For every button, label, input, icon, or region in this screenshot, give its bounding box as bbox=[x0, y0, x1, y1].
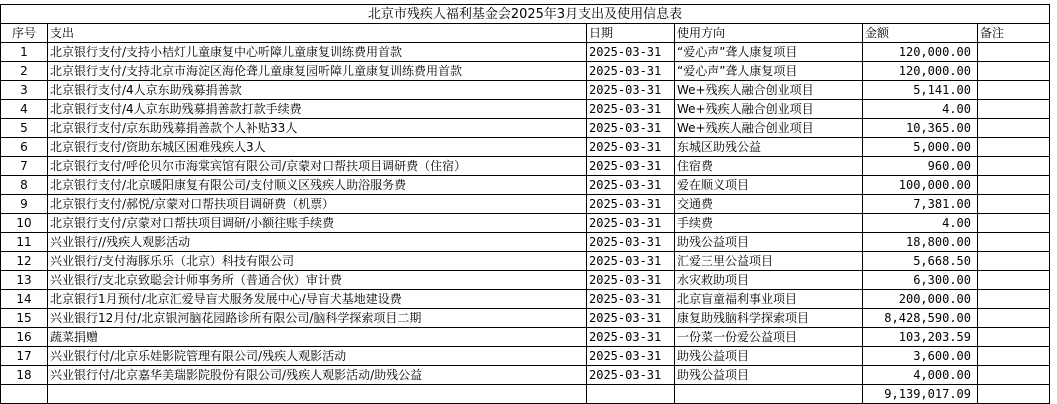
date-cell[interactable]: 2025-03-31 bbox=[587, 290, 675, 309]
expense-cell[interactable]: 兴业银行12月付/北京银河脑花园路诊所有限公司/脑科学探索项目二期 bbox=[48, 309, 587, 328]
remark-cell[interactable] bbox=[978, 62, 1050, 81]
row-number-cell[interactable]: 17 bbox=[1, 347, 48, 366]
header-no[interactable]: 序号 bbox=[1, 24, 48, 43]
date-cell[interactable]: 2025-03-31 bbox=[587, 100, 675, 119]
table-row bbox=[1, 309, 1050, 328]
amount-cell[interactable]: 120,000.00 bbox=[863, 43, 978, 62]
amount-cell[interactable]: 100,000.00 bbox=[863, 176, 978, 195]
date-cell[interactable]: 2025-03-31 bbox=[587, 81, 675, 100]
date-cell[interactable]: 2025-03-31 bbox=[587, 366, 675, 385]
expense-cell[interactable]: 兴业银行/支北京致聪会计师事务所（普通合伙）审计费 bbox=[48, 271, 587, 290]
date-cell[interactable]: 2025-03-31 bbox=[587, 195, 675, 214]
date-cell[interactable]: 2025-03-31 bbox=[587, 233, 675, 252]
purpose-cell[interactable]: We+残疾人融合创业项目 bbox=[675, 100, 863, 119]
total-empty-cell[interactable] bbox=[675, 385, 863, 404]
remark-cell[interactable] bbox=[978, 233, 1050, 252]
purpose-cell[interactable]: 爱在顺义项目 bbox=[675, 176, 863, 195]
row-number-cell[interactable]: 16 bbox=[1, 328, 48, 347]
remark-cell[interactable] bbox=[978, 138, 1050, 157]
amount-cell[interactable]: 3,600.00 bbox=[863, 347, 978, 366]
row-number-cell[interactable]: 5 bbox=[1, 119, 48, 138]
table-row bbox=[1, 328, 1050, 347]
purpose-cell[interactable]: 一份菜一份爱公益项目 bbox=[675, 328, 863, 347]
row-number-cell[interactable]: 15 bbox=[1, 309, 48, 328]
row-number-cell[interactable]: 1 bbox=[1, 43, 48, 62]
row-number-cell[interactable]: 2 bbox=[1, 62, 48, 81]
date-cell[interactable]: 2025-03-31 bbox=[587, 62, 675, 81]
table-row bbox=[1, 252, 1050, 271]
amount-cell[interactable]: 8,428,590.00 bbox=[863, 309, 978, 328]
table-row bbox=[1, 366, 1050, 385]
table-row bbox=[1, 233, 1050, 252]
total-empty-cell[interactable] bbox=[978, 385, 1050, 404]
header-expense[interactable]: 支出 bbox=[48, 24, 587, 43]
title-row bbox=[1, 5, 1050, 24]
row-number-cell[interactable]: 11 bbox=[1, 233, 48, 252]
row-number-cell[interactable]: 4 bbox=[1, 100, 48, 119]
expense-cell[interactable]: 北京银行支付/支持小桔灯儿童康复中心听障儿童康复训练费用首款 bbox=[48, 43, 587, 62]
date-cell[interactable]: 2025-03-31 bbox=[587, 176, 675, 195]
date-cell[interactable]: 2025-03-31 bbox=[587, 309, 675, 328]
table-row bbox=[1, 62, 1050, 81]
amount-cell[interactable]: 6,300.00 bbox=[863, 271, 978, 290]
table-row bbox=[1, 81, 1050, 100]
purpose-cell[interactable]: 住宿费 bbox=[675, 157, 863, 176]
amount-cell[interactable]: 5,668.50 bbox=[863, 252, 978, 271]
remark-cell[interactable] bbox=[978, 100, 1050, 119]
amount-cell[interactable]: 10,365.00 bbox=[863, 119, 978, 138]
purpose-cell[interactable]: 手续费 bbox=[675, 214, 863, 233]
amount-cell[interactable]: 7,381.00 bbox=[863, 195, 978, 214]
remark-cell[interactable] bbox=[978, 366, 1050, 385]
purpose-cell[interactable]: 助残公益项目 bbox=[675, 366, 863, 385]
remark-cell[interactable] bbox=[978, 157, 1050, 176]
expense-cell[interactable]: 兴业银行付/北京乐娃影院管理有限公司/残疾人观影活动 bbox=[48, 347, 587, 366]
purpose-cell[interactable]: 汇爱三里公益项目 bbox=[675, 252, 863, 271]
table-title[interactable]: 北京市残疾人福利基金会2025年3月支出及使用信息表 bbox=[1, 5, 1050, 24]
expense-cell[interactable]: 兴业银行付/北京嘉华美瑞影院股份有限公司/残疾人观影活动/助残公益 bbox=[48, 366, 587, 385]
table-row bbox=[1, 157, 1050, 176]
date-cell[interactable]: 2025-03-31 bbox=[587, 347, 675, 366]
remark-cell[interactable] bbox=[978, 176, 1050, 195]
amount-cell[interactable]: 200,000.00 bbox=[863, 290, 978, 309]
purpose-cell[interactable]: 东城区助残公益 bbox=[675, 138, 863, 157]
amount-cell[interactable]: 4.00 bbox=[863, 100, 978, 119]
purpose-cell[interactable]: 交通费 bbox=[675, 195, 863, 214]
expense-cell[interactable]: 北京银行支付/北京暖阳康复有限公司/支付顺义区残疾人助浴服务费 bbox=[48, 176, 587, 195]
row-number-cell[interactable]: 6 bbox=[1, 138, 48, 157]
remark-cell[interactable] bbox=[978, 119, 1050, 138]
table-row bbox=[1, 347, 1050, 366]
remark-cell[interactable] bbox=[978, 81, 1050, 100]
purpose-cell[interactable]: We+残疾人融合创业项目 bbox=[675, 81, 863, 100]
purpose-cell[interactable]: 助残公益项目 bbox=[675, 347, 863, 366]
header-remark[interactable]: 备注 bbox=[978, 24, 1050, 43]
expense-cell[interactable]: 北京银行支付/京蒙对口帮扶项目调研/小额往账手续费 bbox=[48, 214, 587, 233]
table-row bbox=[1, 138, 1050, 157]
amount-cell[interactable]: 4.00 bbox=[863, 214, 978, 233]
table-row bbox=[1, 195, 1050, 214]
expense-cell[interactable]: 北京银行支付/郝悦/京蒙对口帮扶项目调研费（机票） bbox=[48, 195, 587, 214]
header-date[interactable]: 日期 bbox=[587, 24, 675, 43]
header-amount[interactable]: 金额 bbox=[863, 24, 978, 43]
total-empty-cell[interactable] bbox=[587, 385, 675, 404]
expense-cell[interactable]: 北京银行支付/呼伦贝尔市海棠宾馆有限公司/京蒙对口帮扶项目调研费（住宿） bbox=[48, 157, 587, 176]
remark-cell[interactable] bbox=[978, 271, 1050, 290]
total-empty-cell[interactable] bbox=[48, 385, 587, 404]
row-number-cell[interactable]: 14 bbox=[1, 290, 48, 309]
remark-cell[interactable] bbox=[978, 252, 1050, 271]
date-cell[interactable]: 2025-03-31 bbox=[587, 119, 675, 138]
remark-cell[interactable] bbox=[978, 214, 1050, 233]
table-row bbox=[1, 271, 1050, 290]
expense-cell[interactable]: 兴业银行//残疾人观影活动 bbox=[48, 233, 587, 252]
amount-cell[interactable]: 18,800.00 bbox=[863, 233, 978, 252]
header-row bbox=[1, 24, 1050, 43]
row-number-cell[interactable]: 7 bbox=[1, 157, 48, 176]
row-number-cell[interactable]: 3 bbox=[1, 81, 48, 100]
date-cell[interactable]: 2025-03-31 bbox=[587, 138, 675, 157]
amount-cell[interactable]: 4,000.00 bbox=[863, 366, 978, 385]
amount-cell[interactable]: 5,000.00 bbox=[863, 138, 978, 157]
total-row bbox=[1, 385, 1050, 404]
table-row bbox=[1, 43, 1050, 62]
amount-cell[interactable]: 5,141.00 bbox=[863, 81, 978, 100]
expense-cell[interactable]: 北京银行支付/资助东城区困难残疾人3人 bbox=[48, 138, 587, 157]
table-row bbox=[1, 290, 1050, 309]
expense-cell[interactable]: 北京银行支付/支持北京市海淀区海伦聋儿童康复园听障儿童康复训练费用首款 bbox=[48, 62, 587, 81]
remark-cell[interactable] bbox=[978, 290, 1050, 309]
expense-cell[interactable]: 北京银行1月预付/北京汇爱导盲犬服务发展中心/导盲犬基地建设费 bbox=[48, 290, 587, 309]
table-row bbox=[1, 214, 1050, 233]
row-number-cell[interactable]: 9 bbox=[1, 195, 48, 214]
remark-cell[interactable] bbox=[978, 328, 1050, 347]
remark-cell[interactable] bbox=[978, 309, 1050, 328]
table-row bbox=[1, 176, 1050, 195]
purpose-cell[interactable]: 助残公益项目 bbox=[675, 233, 863, 252]
date-cell[interactable]: 2025-03-31 bbox=[587, 252, 675, 271]
date-cell[interactable]: 2025-03-31 bbox=[587, 328, 675, 347]
table-row bbox=[1, 119, 1050, 138]
remark-cell[interactable] bbox=[978, 43, 1050, 62]
purpose-cell[interactable]: 康复助残脑科学探索项目 bbox=[675, 309, 863, 328]
table-body bbox=[1, 5, 1050, 404]
amount-cell[interactable]: 960.00 bbox=[863, 157, 978, 176]
row-number-cell[interactable]: 18 bbox=[1, 366, 48, 385]
expense-table bbox=[0, 4, 1050, 404]
row-number-cell[interactable]: 8 bbox=[1, 176, 48, 195]
expense-cell[interactable]: 蔬菜捐赠 bbox=[48, 328, 587, 347]
purpose-cell[interactable]: 水灾救助项目 bbox=[675, 271, 863, 290]
remark-cell[interactable] bbox=[978, 195, 1050, 214]
header-purpose[interactable]: 使用方向 bbox=[675, 24, 863, 43]
purpose-cell[interactable]: “爱心声”聋人康复项目 bbox=[675, 62, 863, 81]
amount-cell[interactable]: 120,000.00 bbox=[863, 62, 978, 81]
date-cell[interactable]: 2025-03-31 bbox=[587, 271, 675, 290]
date-cell[interactable]: 2025-03-31 bbox=[587, 214, 675, 233]
purpose-cell[interactable]: 北京盲童福利事业项目 bbox=[675, 290, 863, 309]
purpose-cell[interactable]: We+残疾人融合创业项目 bbox=[675, 119, 863, 138]
purpose-cell[interactable]: “爱心声”聋人康复项目 bbox=[675, 43, 863, 62]
date-cell[interactable]: 2025-03-31 bbox=[587, 43, 675, 62]
row-number-cell[interactable]: 10 bbox=[1, 214, 48, 233]
row-number-cell[interactable]: 12 bbox=[1, 252, 48, 271]
expense-cell[interactable]: 北京银行支付/4人京东助残募捐善款 bbox=[48, 81, 587, 100]
expense-cell[interactable]: 北京银行支付/京东助残募捐善款个人补贴33人 bbox=[48, 119, 587, 138]
total-amount-cell[interactable]: 9,139,017.09 bbox=[863, 385, 978, 404]
date-cell[interactable]: 2025-03-31 bbox=[587, 157, 675, 176]
expense-cell[interactable]: 北京银行支付/4人京东助残募捐善款打款手续费 bbox=[48, 100, 587, 119]
row-number-cell[interactable]: 13 bbox=[1, 271, 48, 290]
amount-cell[interactable]: 103,203.59 bbox=[863, 328, 978, 347]
total-empty-cell[interactable] bbox=[1, 385, 48, 404]
expense-cell[interactable]: 兴业银行/支付海豚乐乐（北京）科技有限公司 bbox=[48, 252, 587, 271]
table-row bbox=[1, 100, 1050, 119]
remark-cell[interactable] bbox=[978, 347, 1050, 366]
